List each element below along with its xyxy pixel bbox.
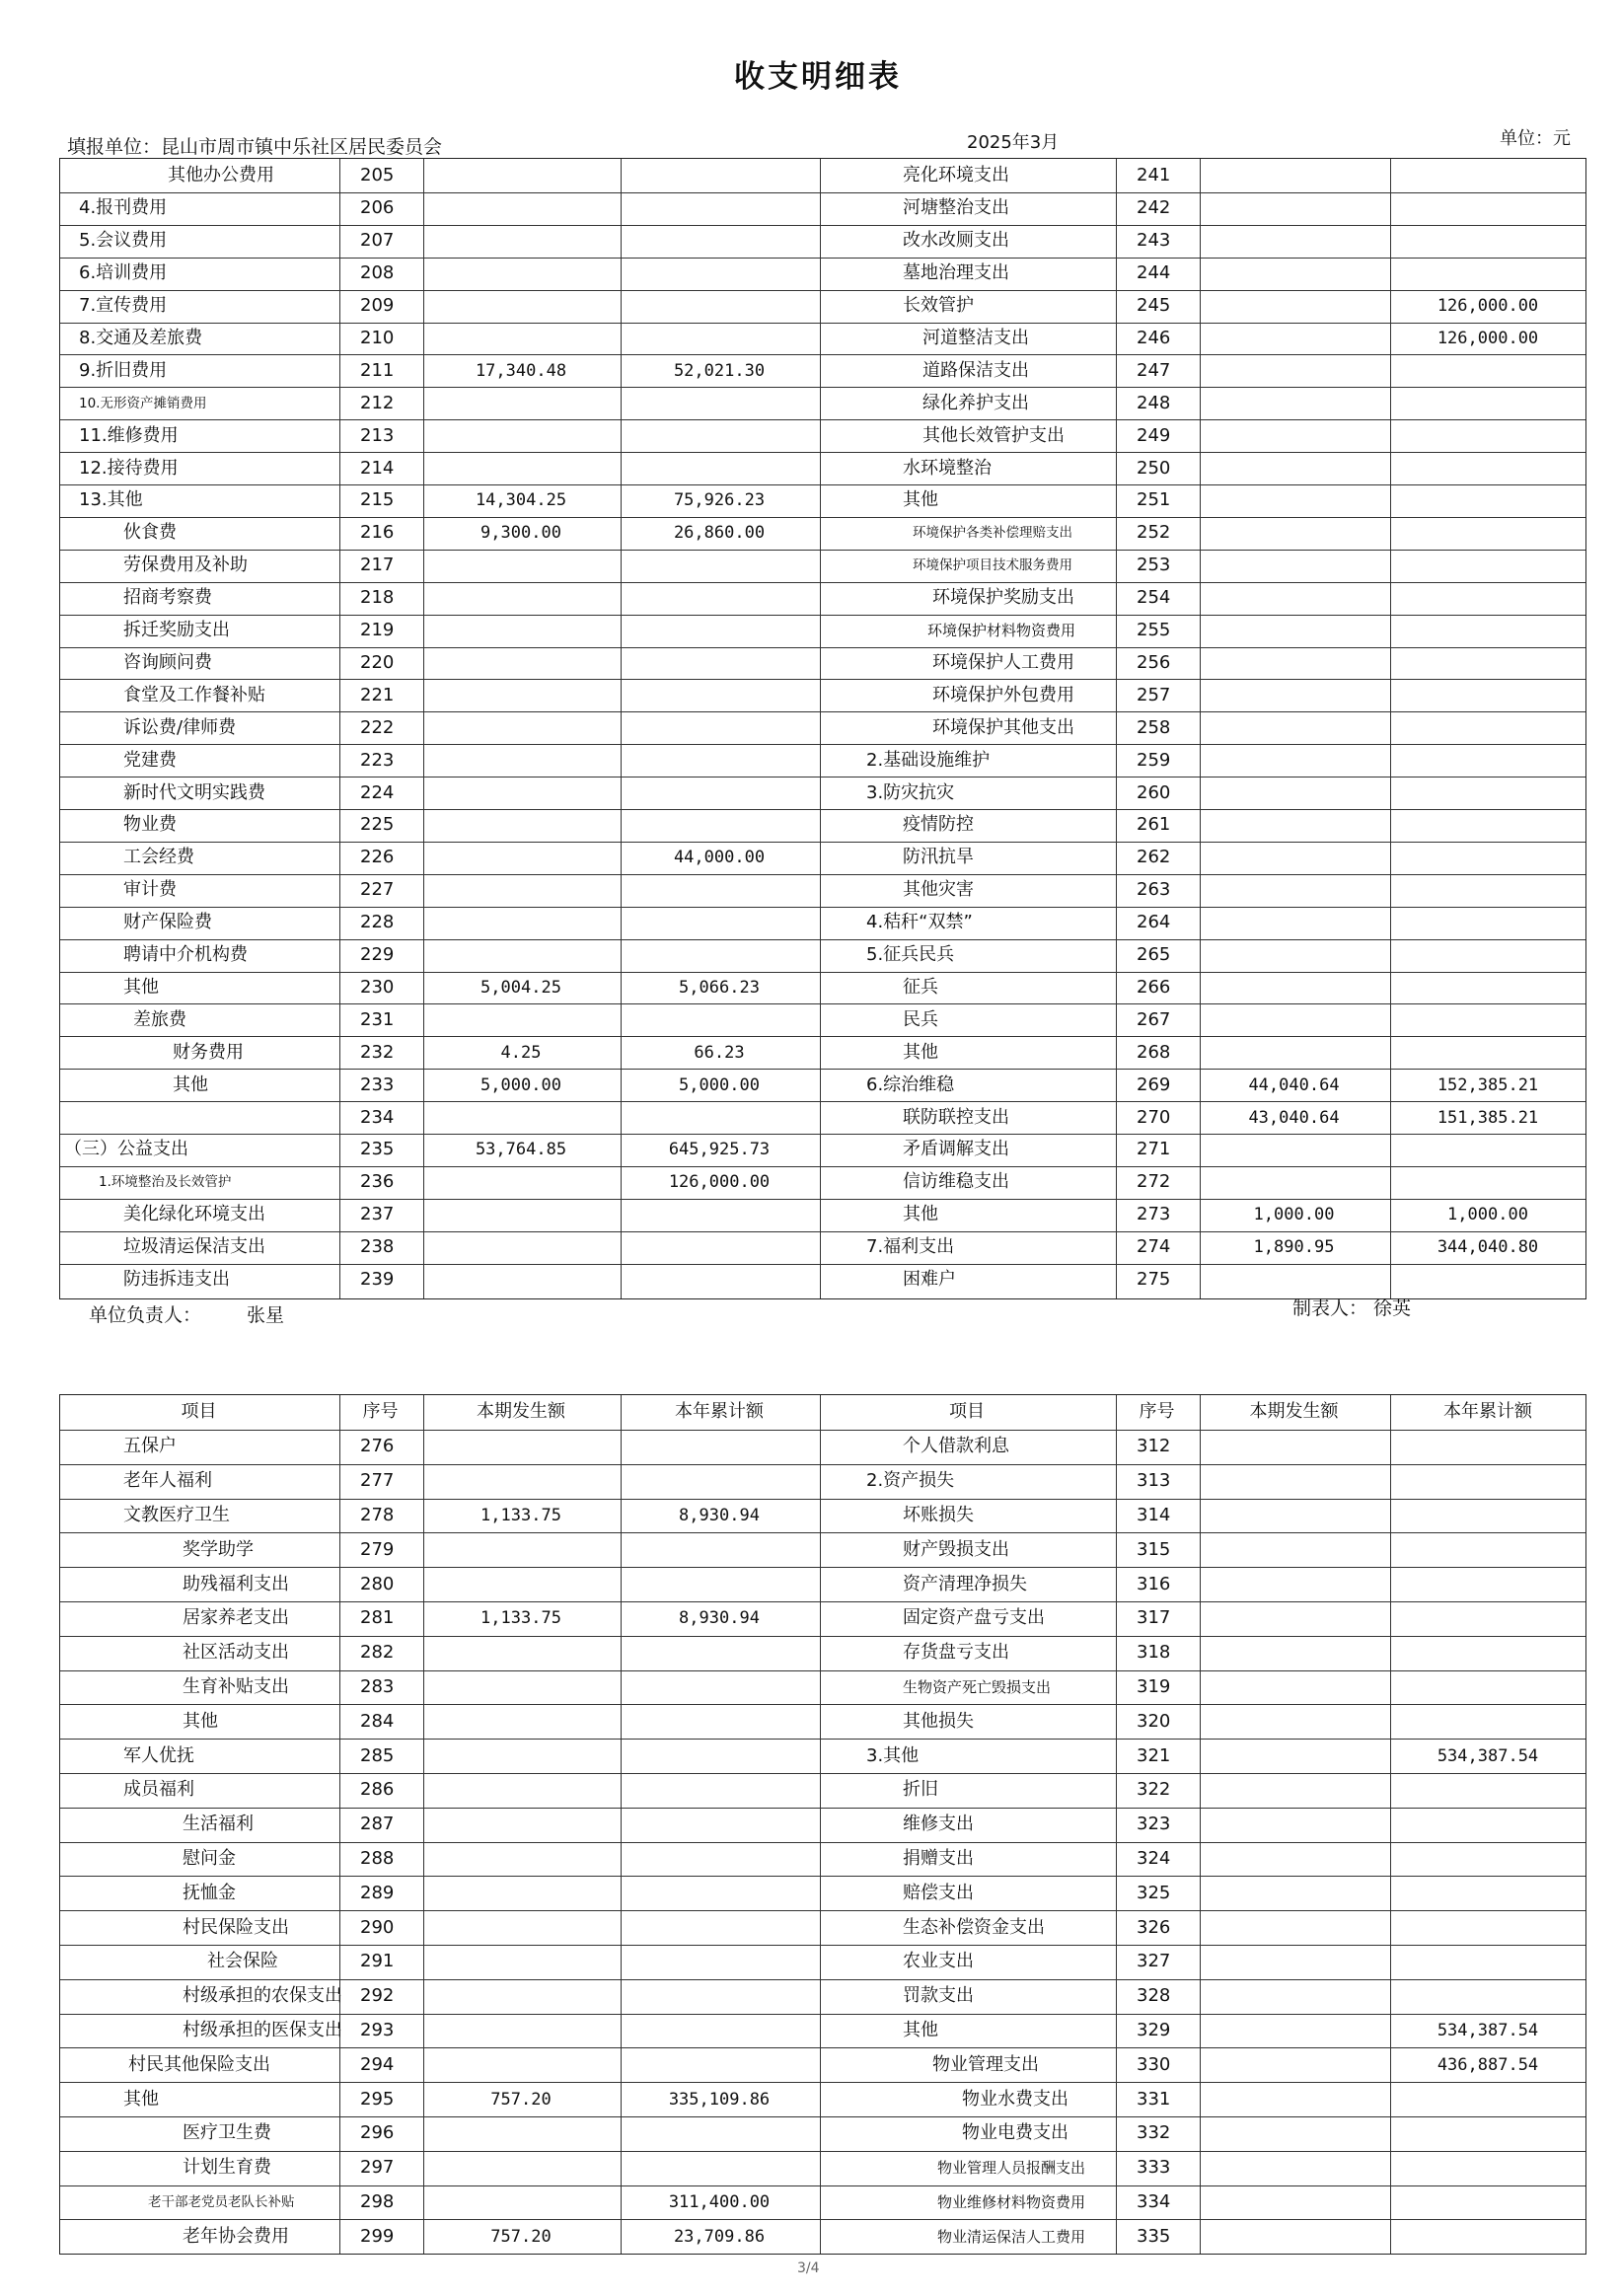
row-index: 235 [360,1139,395,1160]
row-index: 312 [1137,1436,1171,1457]
item-name: 审计费 [123,879,177,901]
item-name: 食堂及工作餐补贴 [123,684,265,705]
item-name: 生育补贴支出 [183,1676,289,1697]
item-name: 疫情防控 [903,814,974,836]
row-index: 205 [360,165,395,186]
row-index: 241 [1137,165,1171,186]
row-index: 277 [360,1470,395,1492]
ytd-amount: 152,385.21 [1437,1074,1539,1095]
unit-head-label: 单位负责人： [89,1304,202,1326]
item-name: 环境保护人工费用 [932,651,1074,673]
item-name: 成员福利 [123,1779,194,1801]
column-header: 本期发生额 [477,1401,565,1422]
row-index: 286 [360,1779,395,1801]
row-index: 317 [1137,1607,1171,1629]
item-name: 道路保洁支出 [922,359,1029,381]
row-index: 228 [360,912,395,933]
item-name: 其他 [123,976,159,998]
row-index: 216 [360,522,395,544]
row-index: 227 [360,879,395,901]
currency-unit: 单位：元 [1500,128,1571,149]
item-name: 5.征兵民兵 [866,944,955,966]
item-name: 征兵 [903,976,938,998]
item-name: 2.基础设施维护 [866,749,991,771]
item-name: 水环境整治 [903,457,992,479]
ytd-amount: 5,066.23 [679,977,760,998]
row-index: 294 [360,2053,395,2075]
period-amount: 43,040.64 [1248,1107,1340,1128]
item-name: 党建费 [123,749,177,771]
item-name: 13.其他 [79,489,143,511]
row-index: 238 [360,1236,395,1258]
item-name: 罚款支出 [903,1985,974,2007]
row-index: 321 [1137,1744,1171,1766]
period-amount: 44,040.64 [1248,1074,1340,1095]
row-index: 297 [360,2157,395,2179]
item-name: 物业费 [123,814,177,836]
item-name: 防违拆违支出 [123,1269,230,1291]
ytd-amount: 75,926.23 [673,490,766,511]
row-index: 273 [1137,1204,1171,1225]
row-index: 322 [1137,1779,1171,1801]
item-name: 文教医疗卫生 [123,1505,230,1525]
row-index: 334 [1137,2191,1171,2212]
ytd-amount: 5,000.00 [679,1074,760,1095]
item-name: 民兵 [903,1008,938,1030]
row-index: 271 [1137,1139,1171,1160]
item-name: 其他 [903,489,938,511]
item-name: 社区活动支出 [183,1642,289,1664]
item-name: 美化绿化环境支出 [123,1204,265,1225]
row-index: 219 [360,620,395,641]
preparer: 制表人： 徐英 [1292,1297,1412,1319]
item-name: 村级承担的医保支出 [183,2020,342,2040]
row-index: 276 [360,1436,395,1457]
item-name: 亮化环境支出 [903,165,1009,186]
item-name: 生活福利 [183,1814,254,1835]
period-amount: 5,000.00 [480,1074,561,1095]
row-index: 328 [1137,1985,1171,2007]
column-header: 序号 [362,1401,399,1422]
row-index: 210 [360,327,395,348]
row-index: 266 [1137,976,1171,998]
period-amount: 1,000.00 [1253,1205,1335,1225]
row-index: 244 [1137,262,1171,284]
item-name: 环境保护奖励支出 [932,587,1074,609]
item-name: 4.秸秆“双禁” [866,912,973,933]
row-index: 263 [1137,879,1171,901]
page-number: 3/4 [797,2260,820,2276]
row-index: 333 [1137,2157,1171,2179]
period-amount: 1,133.75 [480,1608,561,1629]
row-index: 335 [1137,2225,1171,2247]
reporting-unit: 填报单位：昆山市周市镇中乐社区居民委员会 [67,136,443,158]
row-index: 269 [1137,1074,1171,1095]
item-name: 其他长效管护支出 [922,424,1065,446]
item-name: 新时代文明实践费 [123,781,265,803]
item-name: 资产清理净损失 [903,1573,1027,1594]
row-index: 245 [1137,295,1171,317]
row-index: 225 [360,814,395,836]
ytd-amount: 66.23 [694,1042,745,1063]
row-index: 230 [360,976,395,998]
item-name: 存货盘亏支出 [903,1642,1009,1664]
period-amount: 1,890.95 [1253,1237,1335,1258]
column-header: 项目 [181,1401,217,1422]
row-index: 206 [360,197,395,219]
item-name: 抚恤金 [183,1882,236,1903]
item-name: 垃圾清运保洁支出 [123,1236,265,1258]
row-index: 234 [360,1106,395,1128]
item-name: 10.无形资产摊销费用 [79,395,207,411]
item-name: 助残福利支出 [183,1573,289,1594]
item-name: 物业水费支出 [962,2088,1068,2110]
ytd-amount: 126,000.00 [1437,296,1539,317]
item-name: 计划生育费 [183,2157,271,2179]
row-index: 299 [360,2225,395,2247]
column-header: 项目 [949,1401,985,1422]
item-name: 村民保险支出 [183,1916,289,1938]
item-name: 财务费用 [173,1041,244,1063]
row-index: 275 [1137,1269,1171,1291]
row-index: 265 [1137,944,1171,966]
row-index: 281 [360,1607,395,1629]
row-index: 279 [360,1538,395,1560]
ytd-amount: 8,930.94 [679,1608,760,1629]
row-index: 220 [360,651,395,673]
row-index: 247 [1137,359,1171,381]
row-index: 270 [1137,1106,1171,1128]
row-index: 316 [1137,1573,1171,1594]
item-name: 拆迁奖励支出 [123,620,230,641]
row-index: 223 [360,749,395,771]
item-name: 村民其他保险支出 [128,2053,270,2075]
item-name: 困难户 [903,1269,956,1291]
row-index: 285 [360,1744,395,1766]
item-name: 其他 [903,1041,938,1063]
ytd-amount: 344,040.80 [1437,1237,1539,1258]
row-index: 262 [1137,847,1171,868]
row-index: 251 [1137,489,1171,511]
item-name: 招商考察费 [123,587,212,609]
row-index: 313 [1137,1470,1171,1492]
row-index: 257 [1137,684,1171,705]
row-index: 267 [1137,1008,1171,1030]
item-name: 老年人福利 [123,1470,212,1492]
row-index: 260 [1137,781,1171,803]
item-name: 聘请中介机构费 [123,944,248,966]
page-title: 收支明细表 [734,59,902,95]
item-name: 工会经费 [123,847,194,868]
item-name: 五保户 [123,1436,177,1457]
row-index: 314 [1137,1505,1171,1525]
row-index: 284 [360,1710,395,1732]
period-amount: 14,304.25 [475,490,567,511]
item-name: 捐赠支出 [903,1848,974,1869]
row-index: 250 [1137,457,1171,479]
ytd-amount: 8,930.94 [679,1506,760,1525]
item-name: 物业清运保洁人工费用 [937,2227,1086,2246]
item-name: 其他损失 [903,1710,974,1732]
item-name: 伙食费 [123,522,177,544]
row-index: 272 [1137,1171,1171,1193]
item-name: 军人优抚 [123,1744,194,1766]
item-name: 其他灾害 [903,879,974,901]
row-index: 221 [360,684,395,705]
row-index: 268 [1137,1041,1171,1063]
row-index: 217 [360,555,395,576]
row-index: 332 [1137,2122,1171,2144]
ytd-amount: 126,000.00 [668,1172,771,1193]
item-name: 维修支出 [903,1814,974,1835]
item-name: 12.接待费用 [79,457,179,479]
item-name: 墓地治理支出 [903,262,1009,284]
row-index: 296 [360,2122,395,2144]
report-period: 2025年3月 [967,132,1060,153]
lower-table [59,1394,1586,2255]
row-index: 278 [360,1505,395,1525]
item-name: 差旅费 [133,1008,186,1030]
item-name: 6.培训费用 [79,262,168,284]
row-index: 211 [360,359,395,381]
row-index: 298 [360,2191,395,2212]
row-index: 264 [1137,912,1171,933]
item-name: 老干部老党员老队长补贴 [148,2194,295,2210]
item-name: 财产保险费 [123,912,212,933]
row-index: 255 [1137,620,1171,641]
item-name: 改水改厕支出 [903,230,1009,252]
period-amount: 757.20 [490,2089,552,2110]
row-index: 329 [1137,2020,1171,2040]
item-name: 折旧 [903,1779,938,1801]
item-name: 河塘整治支出 [903,197,1009,219]
row-index: 254 [1137,587,1171,609]
item-name: 环境保护材料物资费用 [927,622,1076,640]
row-index: 289 [360,1882,395,1903]
ytd-amount: 534,387.54 [1437,1745,1539,1766]
row-index: 237 [360,1204,395,1225]
item-name: 其他 [903,2020,938,2040]
row-index: 256 [1137,651,1171,673]
item-name: 11.维修费用 [79,424,179,446]
item-name: 其他 [903,1204,938,1225]
ytd-amount: 151,385.21 [1437,1107,1539,1128]
item-name: 矛盾调解支出 [903,1139,1009,1160]
item-name: 固定资产盘亏支出 [903,1607,1045,1629]
item-name: 1.环境整治及长效管护 [99,1174,232,1191]
row-index: 280 [360,1573,395,1594]
row-index: 293 [360,2020,395,2040]
item-name: 物业管理支出 [932,2053,1039,2075]
item-name: 物业维修材料物资费用 [937,2193,1086,2211]
item-name: 联防联控支出 [903,1106,1009,1128]
item-name: 居家养老支出 [183,1607,289,1629]
item-name: 5.会议费用 [79,230,168,252]
row-index: 231 [360,1008,395,1030]
row-index: 261 [1137,814,1171,836]
item-name: 3.其他 [866,1744,920,1766]
ytd-amount: 311,400.00 [668,2192,771,2212]
row-index: 319 [1137,1676,1171,1697]
row-index: 224 [360,781,395,803]
item-name: 物业电费支出 [962,2122,1068,2144]
row-index: 246 [1137,327,1171,348]
row-index: 212 [360,392,395,413]
row-index: 324 [1137,1848,1171,1869]
period-amount: 53,764.85 [475,1140,567,1160]
ytd-amount: 26,860.00 [673,523,766,544]
ytd-amount: 1,000.00 [1447,1205,1528,1225]
column-header: 本年累计额 [675,1401,764,1422]
row-index: 226 [360,847,395,868]
row-index: 259 [1137,749,1171,771]
item-name: 7.宣传费用 [79,295,168,317]
item-name: 个人借款利息 [903,1436,1009,1457]
period-amount: 4.25 [500,1042,542,1063]
ytd-amount: 44,000.00 [673,848,766,868]
item-name: 社会保险 [207,1951,278,1972]
ytd-amount: 436,887.54 [1437,2054,1539,2075]
row-index: 258 [1137,716,1171,738]
item-name: 咨询顾问费 [123,651,212,673]
item-name: 其他 [183,1710,218,1732]
item-name: 防汛抗旱 [903,847,974,868]
item-name: 信访维稳支出 [903,1171,1009,1193]
item-name: 坏账损失 [903,1505,974,1525]
row-index: 290 [360,1916,395,1938]
ytd-amount: 23,709.86 [673,2226,766,2247]
unit-head-name: 张星 [247,1304,285,1326]
row-index: 330 [1137,2053,1171,2075]
item-name: 3.防灾抗灾 [866,781,955,803]
row-index: 222 [360,716,395,738]
period-amount: 1,133.75 [480,1506,561,1525]
row-index: 320 [1137,1710,1171,1732]
row-index: 249 [1137,424,1171,446]
row-index: 229 [360,944,395,966]
item-name: 生态补偿资金支出 [903,1916,1045,1938]
row-index: 248 [1137,392,1171,413]
item-name: 4.报刊费用 [79,197,168,219]
period-amount: 757.20 [490,2226,552,2247]
row-index: 236 [360,1171,395,1193]
row-index: 213 [360,424,395,446]
item-name: 村级承担的农保支出 [183,1985,342,2007]
item-name: 诉讼费/律师费 [123,716,237,738]
row-index: 282 [360,1642,395,1664]
row-index: 215 [360,489,395,511]
ytd-amount: 534,387.54 [1437,2021,1539,2040]
row-index: 325 [1137,1882,1171,1903]
row-index: 214 [360,457,395,479]
item-name: 绿化养护支出 [922,392,1029,413]
item-name: 生物资产死亡毁损支出 [903,1678,1052,1696]
item-name: 慰问金 [183,1848,236,1869]
row-index: 233 [360,1074,395,1095]
item-name: 环境保护其他支出 [932,716,1074,738]
item-name: 环境保护各类补偿理赔支出 [913,525,1072,542]
row-index: 274 [1137,1236,1171,1258]
item-name: 8.交通及差旅费 [79,327,203,348]
ytd-amount: 335,109.86 [668,2089,771,2110]
ytd-amount: 645,925.73 [668,1140,771,1160]
item-name: 其他办公费用 [168,165,274,186]
item-name: （三）公益支出 [64,1139,188,1160]
item-name: 财产毁损支出 [903,1538,1009,1560]
row-index: 291 [360,1951,395,1972]
item-name: 物业管理人员报酬支出 [937,2159,1086,2178]
item-name: 老年协会费用 [183,2225,289,2247]
row-index: 315 [1137,1538,1171,1560]
item-name: 7.福利支出 [866,1236,955,1258]
item-name: 医疗卫生费 [183,2122,271,2144]
row-index: 323 [1137,1814,1171,1835]
item-name: 赔偿支出 [903,1882,974,1903]
item-name: 其他 [123,2088,159,2110]
row-index: 331 [1137,2088,1171,2110]
row-index: 327 [1137,1951,1171,1972]
row-index: 209 [360,295,395,317]
row-index: 292 [360,1985,395,2007]
row-index: 283 [360,1676,395,1697]
ytd-amount: 52,021.30 [673,360,766,381]
row-index: 318 [1137,1642,1171,1664]
item-name: 奖学助学 [183,1538,254,1560]
row-index: 242 [1137,197,1171,219]
row-index: 208 [360,262,395,284]
item-name: 河道整洁支出 [922,327,1029,348]
period-amount: 9,300.00 [480,523,561,544]
column-header: 本年累计额 [1443,1401,1532,1422]
item-name: 环境保护项目技术服务费用 [913,557,1072,574]
row-index: 326 [1137,1916,1171,1938]
column-header: 序号 [1139,1401,1175,1422]
period-amount: 17,340.48 [475,360,567,381]
row-index: 287 [360,1814,395,1835]
row-index: 243 [1137,230,1171,252]
row-index: 232 [360,1041,395,1063]
item-name: 其他 [173,1074,208,1095]
item-name: 2.资产损失 [866,1470,955,1492]
row-index: 295 [360,2088,395,2110]
item-name: 长效管护 [903,295,974,317]
item-name: 9.折旧费用 [79,359,168,381]
row-index: 239 [360,1269,395,1291]
row-index: 253 [1137,555,1171,576]
item-name: 6.综治维稳 [866,1074,955,1095]
period-amount: 5,004.25 [480,977,561,998]
row-index: 252 [1137,522,1171,544]
row-index: 218 [360,587,395,609]
item-name: 劳保费用及补助 [123,555,248,576]
ytd-amount: 126,000.00 [1437,328,1539,348]
row-index: 207 [360,230,395,252]
column-header: 本期发生额 [1249,1401,1339,1422]
item-name: 农业支出 [903,1951,974,1972]
item-name: 环境保护外包费用 [932,684,1074,705]
row-index: 288 [360,1848,395,1869]
